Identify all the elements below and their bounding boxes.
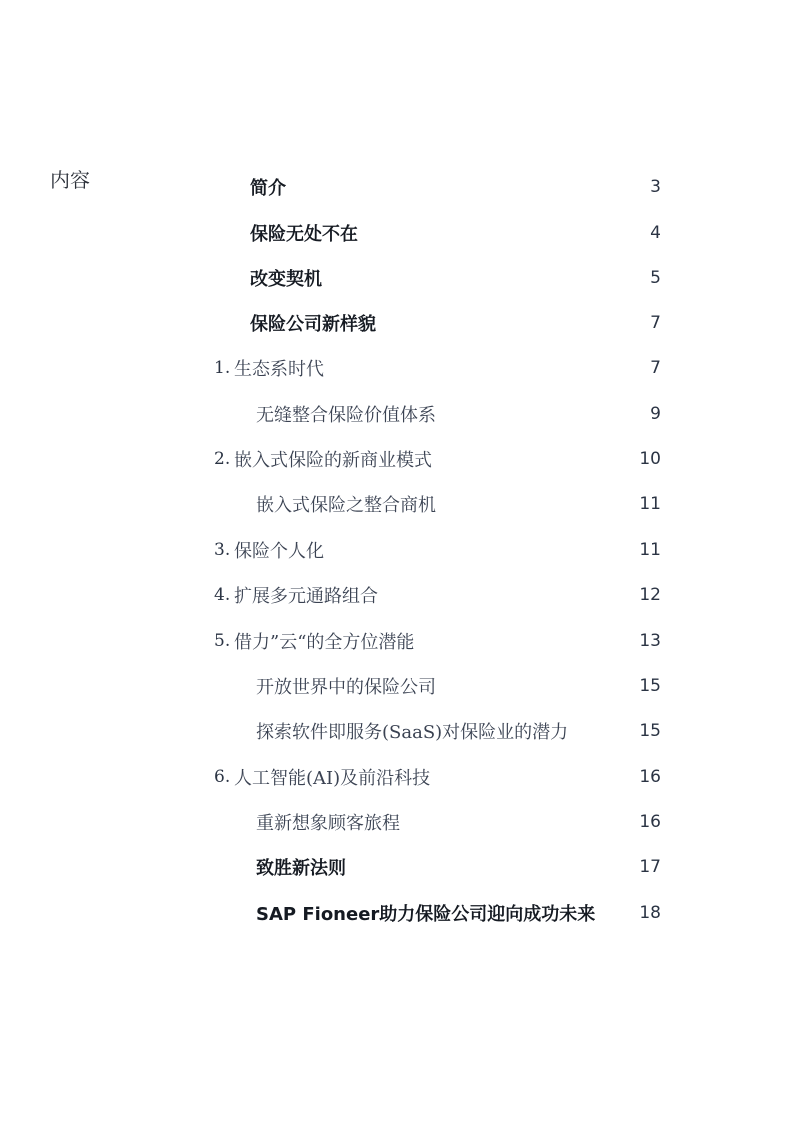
toc-entry-page: 16 (639, 767, 661, 787)
toc-entry-title: 开放世界中的保险公司 (256, 677, 436, 698)
toc-heading: 内容 (50, 168, 90, 192)
toc-entry[interactable] (214, 444, 661, 474)
toc-entry-page: 18 (639, 903, 661, 923)
toc-entry[interactable] (214, 535, 661, 565)
toc-entry-title: 简介 (250, 178, 286, 199)
toc-entry-page: 13 (639, 631, 661, 651)
toc-entry-title: 保险无处不在 (250, 224, 358, 245)
toc-entry-page: 7 (650, 313, 661, 333)
toc-entry-title: 保险公司新样貌 (250, 314, 376, 335)
toc-entry[interactable] (214, 399, 661, 429)
toc-entry-page: 10 (639, 449, 661, 469)
toc-entry-number: 6. (214, 767, 231, 787)
toc-entry-number: 5. (214, 631, 231, 651)
toc-entry[interactable] (214, 898, 661, 928)
toc-entry[interactable] (214, 263, 661, 293)
toc-entry[interactable] (214, 716, 661, 746)
toc-entry-page: 3 (650, 177, 661, 197)
toc-entry-title: 无缝整合保险价值体系 (256, 405, 436, 426)
toc-entry-page: 15 (639, 721, 661, 741)
toc-entry[interactable] (214, 807, 661, 837)
toc-entry-page: 15 (639, 676, 661, 696)
toc-entry-page: 4 (650, 223, 661, 243)
toc-entry-page: 16 (639, 812, 661, 832)
toc-entry-title: 借力”云“的全方位潜能 (234, 632, 415, 653)
toc-entry-number: 1. (214, 358, 231, 378)
toc-entry-title: 重新想象顾客旅程 (256, 813, 400, 834)
toc-entry[interactable] (214, 489, 661, 519)
toc-entry-number: 4. (214, 585, 231, 605)
toc-entry-page: 9 (650, 404, 661, 424)
toc-entry-title: 保险个人化 (234, 541, 324, 562)
toc-entry-number: 2. (214, 449, 231, 469)
toc-entry-page: 11 (639, 540, 661, 560)
toc-entry-title: 致胜新法则 (256, 858, 346, 879)
toc-entry[interactable] (214, 353, 661, 383)
toc-entry-title: 扩展多元通路组合 (234, 586, 378, 607)
toc-entry[interactable] (214, 671, 661, 701)
toc-entry-title: 嵌入式保险之整合商机 (256, 495, 436, 516)
toc-entry[interactable] (214, 762, 661, 792)
toc-entry-title: 人工智能(AI)及前沿科技 (234, 768, 431, 789)
toc-entry-page: 17 (639, 857, 661, 877)
toc-entry-page: 11 (639, 494, 661, 514)
toc-entry-page: 12 (639, 585, 661, 605)
toc-entry[interactable] (214, 626, 661, 656)
toc-entry-title: 嵌入式保险的新商业模式 (234, 450, 432, 471)
toc-entry[interactable] (214, 308, 661, 338)
toc-entry-title: SAP Fioneer助力保险公司迎向成功未来 (256, 904, 596, 925)
toc-entry[interactable] (214, 218, 661, 248)
toc-entry-number: 3. (214, 540, 231, 560)
toc-entry-title: 生态系时代 (234, 359, 324, 380)
toc-entry[interactable] (214, 852, 661, 882)
toc-entry[interactable] (214, 172, 661, 202)
toc-entry-page: 5 (650, 268, 661, 288)
toc-entry-title: 探索软件即服务(SaaS)对保险业的潜力 (256, 722, 569, 743)
toc-entry-page: 7 (650, 358, 661, 378)
toc-entry-title: 改变契机 (250, 269, 322, 290)
toc-entry[interactable] (214, 580, 661, 610)
